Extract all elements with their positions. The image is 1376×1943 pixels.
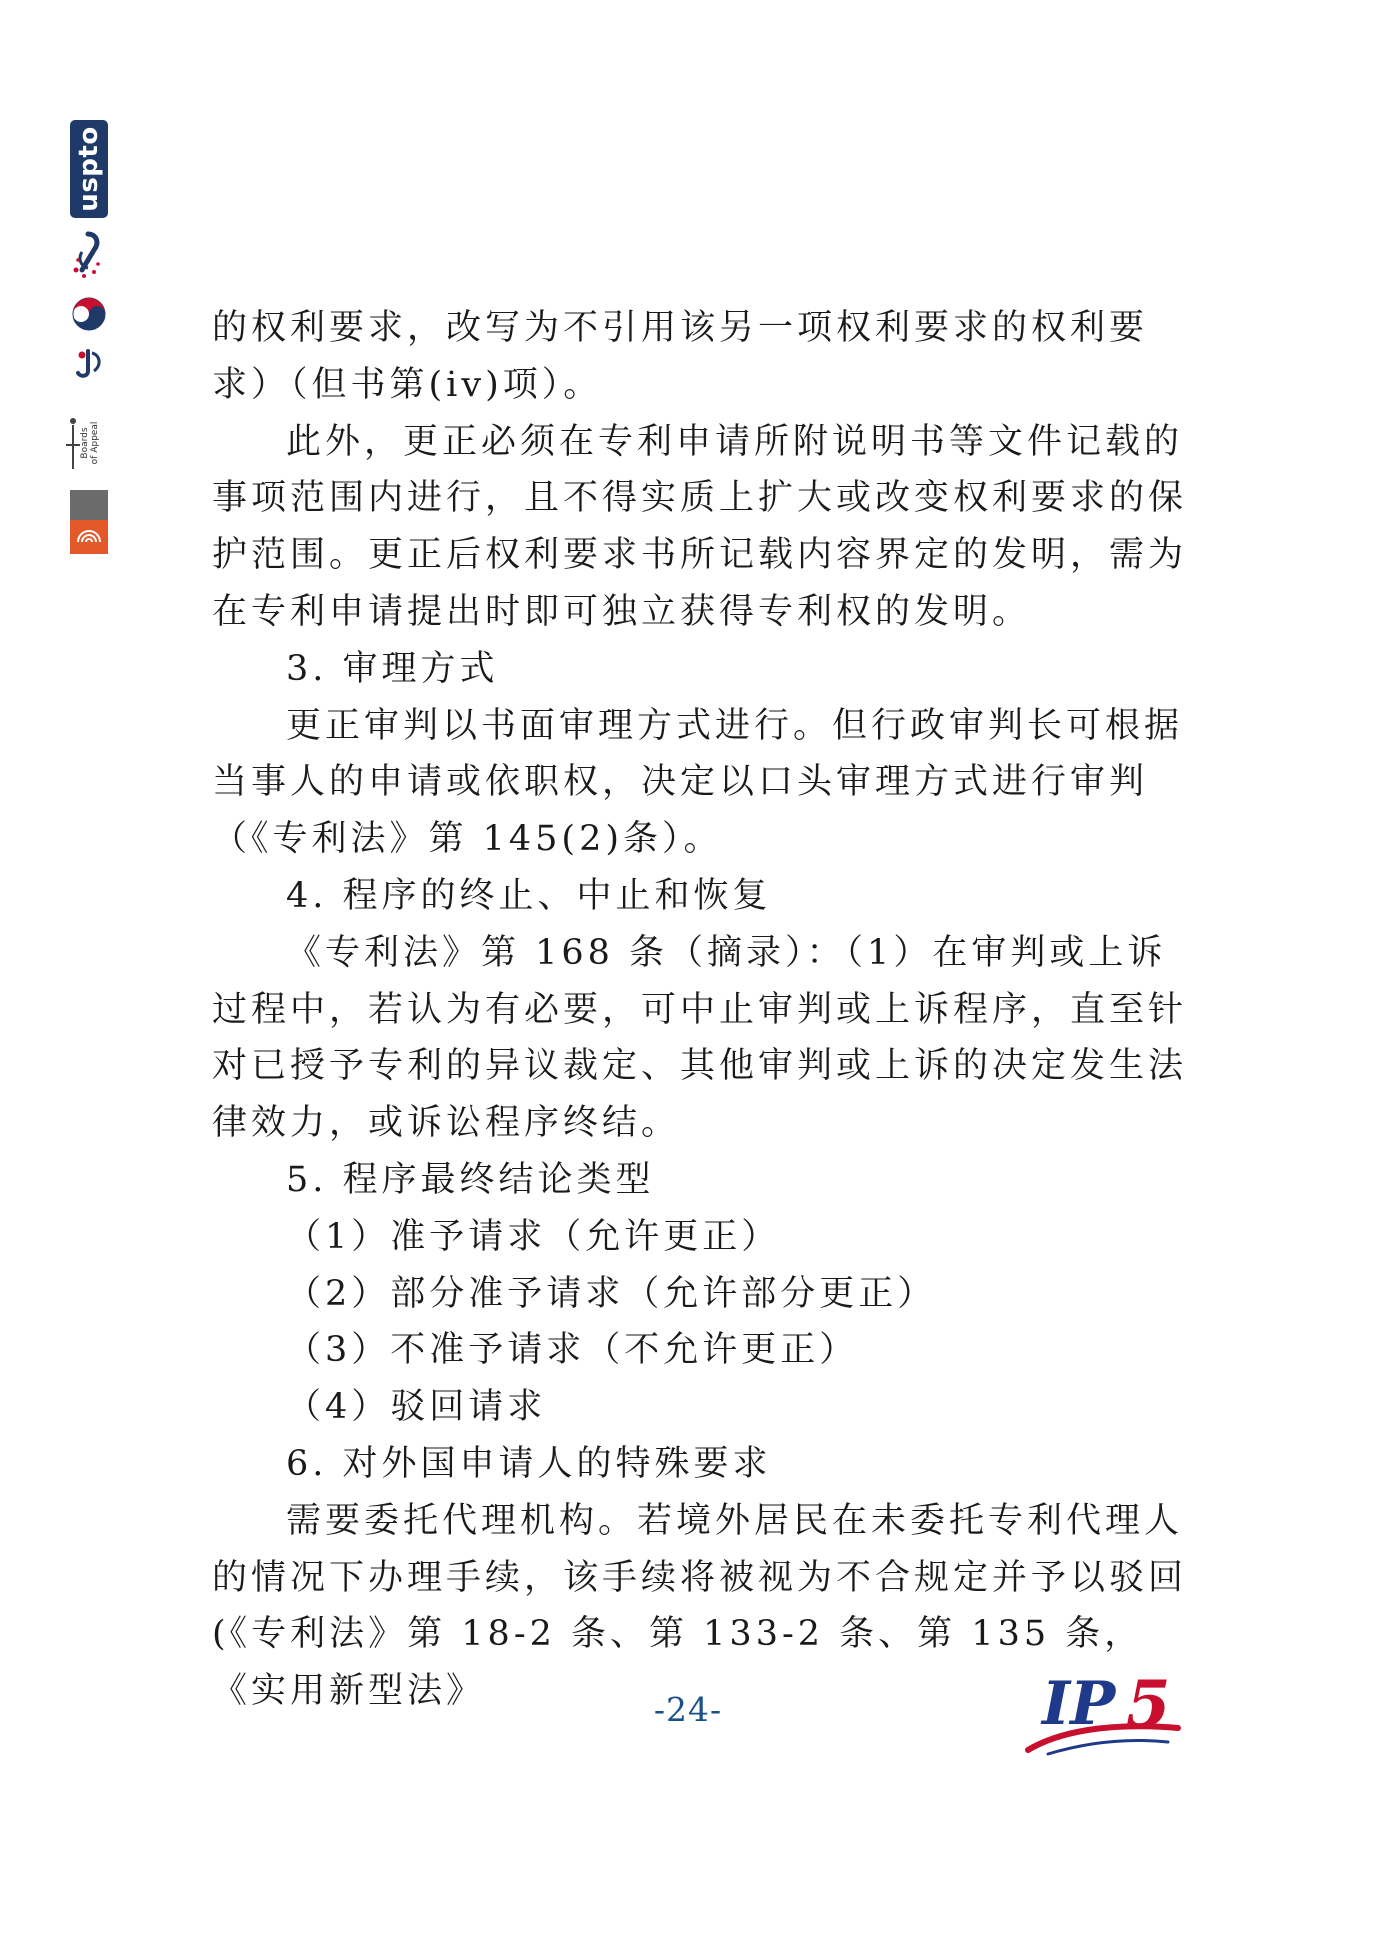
paragraph-termination: 《专利法》第 168 条（摘录）：（1）在审判或上诉过程中，若认为有必要，可中止审判或上诉程序，直至针对已授予专利的异议裁定、其他审判或上诉的决定发生法律效力，或诉讼程序终结。 <box>212 932 1188 1144</box>
cnipa-logo-icon <box>68 230 108 282</box>
section-heading-foreign-applicants: 6. 对外国申请人的特殊要求 <box>286 1443 772 1484</box>
paragraph-correction-scope: 此外，更正必须在专利申请所附说明书等文件记载的事项范围内进行，且不得实质上扩大或改变权利要求的保护范围。更正后权利要求书所记载内容界定的发明，需为在专利申请提出时即可独立获得专利权的发明。 <box>212 421 1188 632</box>
ip5-logo-text: IP <box>1042 1669 1116 1739</box>
document-body <box>212 300 1202 1720</box>
list-item-conclusion: （3）不准予请求（不允许更正） <box>286 1330 859 1371</box>
section-heading-conclusion-types: 5. 程序最终结论类型 <box>286 1159 655 1200</box>
list-item-conclusion: （2）部分准予请求（允许部分更正） <box>286 1273 937 1314</box>
paragraph-review-method: 更正审判以书面审理方式进行。但行政审判长可根据当事人的申请或依职权，决定以口头审理方式进行审判（《专利法》第 145(2)条）。 <box>212 705 1184 860</box>
paragraph-foreign-applicants: 需要委托代理机构。若境外居民在未委托专利代理人的情况下办理手续，该手续将被视为不合规定并予以驳回(《专利法》第 18-2 条、第 133-2 条、第 135 条，《实用新型法》 <box>212 1500 1188 1712</box>
jpo-logo-icon <box>70 345 108 383</box>
section-heading-termination: 4. 程序的终止、中止和恢复 <box>286 875 772 916</box>
list-item-conclusion: （1）准予请求（允许更正） <box>286 1216 781 1257</box>
office-logos-strip <box>64 120 112 560</box>
section-heading-review-method: 3. 审理方式 <box>286 648 499 689</box>
uspto-logo <box>70 120 108 218</box>
ip5-logo-icon <box>1018 1662 1188 1762</box>
epo-logo-icon <box>70 490 108 554</box>
svg-text:5: 5 <box>1126 1667 1171 1742</box>
uspto-logo-text: uspto <box>74 126 104 212</box>
paragraph-claims-continuation: 的权利要求，改写为不引用该另一项权利要求的权利要求）（但书第(iv)项）。 <box>212 308 1149 405</box>
boards-of-appeal-text: Boards of Appeal <box>80 421 100 465</box>
page-number: -24- <box>653 1690 723 1729</box>
list-item-conclusion: （4）驳回请求 <box>286 1387 547 1428</box>
boards-of-appeal-logo <box>64 405 112 475</box>
kipo-logo-icon <box>70 295 108 333</box>
